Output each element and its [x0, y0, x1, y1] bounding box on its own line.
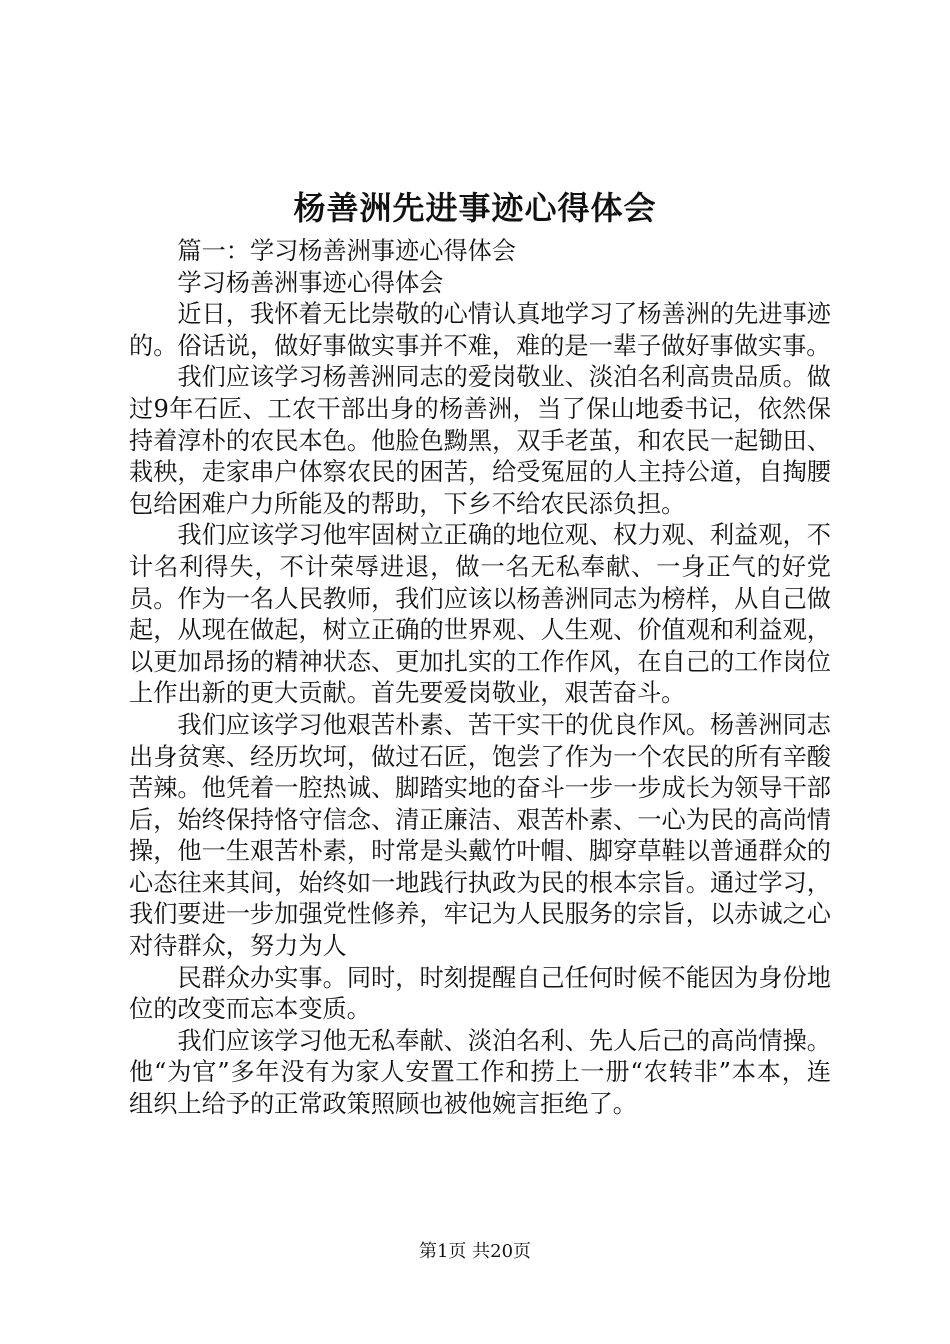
- paragraph: 民群众办实事。同时，时刻提醒自己任何时候不能因为身份地位的改变而忘本变质。: [129, 963, 831, 1024]
- paragraph: 我们应该学习他艰苦朴素、苦干实干的优良作风。杨善洲同志出身贫寒、经历坎坷，做过石匠，饱尝了作为一个农民的所有辛酸苦辣。他凭着一腔热诚、脚踏实地的奋斗一步一步成长为领导干部后，始终保持恪守信念、清正廉洁、艰苦朴素、一心为民的高尚情操，他一生艰苦朴素，时常是头戴竹叶帽、脚穿草鞋以普通群众的心态往来其间，始终如一地践行执政为民的根本宗旨。通过学习，我们要进一步加强党性修养，牢记为人民服务的宗旨，以赤诚之心对待群众，努力为人: [129, 710, 831, 961]
- paragraph: 近日，我怀着无比崇敬的心情认真地学习了杨善洲的先进事迹的。俗话说，做好事做实事并不难，难的是一辈子做好事做实事。: [129, 300, 831, 360]
- paragraph: 我们应该学习他牢固树立正确的地位观、权力观、利益观，不计名利得失，不计荣辱进退，做一名无私奉献、一身正气的好党员。作为一名人民教师，我们应该以杨善洲同志为榜样，从自己做起，从现在做起，树立正确的世界观、人生观、价值观和利益观，以更加昂扬的精神状态、更加扎实的工作作风，在自己的工作岗位上作出新的更大贡献。首先要爱岗敬业，艰苦奋斗。: [129, 521, 831, 708]
- paragraph: 学习杨善洲事迹心得体会: [177, 268, 444, 297]
- paragraph: 我们应该学习杨善洲同志的爱岗敬业、淡泊名利高贵品质。做过9年石匠、工农干部出身的杨善洲，当了保山地委书记，依然保持着淳朴的农民本色。他脸色黝黑，双手老茧，和农民一起锄田、栽秧，走家串户体察农民的困苦，给受冤屈的人主持公道，自掏腰包给困难户力所能及的帮助，下乡不给农民添负担。: [129, 363, 831, 518]
- document-body: [129, 236, 831, 1121]
- paragraph: 我们应该学习他无私奉献、淡泊名利、先人后己的高尚情操。他“为官”多年没有为家人安置工作和捞上一册“农转非”本本，连组织上给予的正常政策照顾也被他婉言拒绝了。: [129, 1026, 831, 1119]
- page-footer: 第1页 共20页: [418, 1241, 532, 1262]
- paragraph: 篇一：学习杨善洲事迹心得体会: [177, 237, 517, 265]
- document-title: 杨善洲先进事迹心得体会: [293, 189, 657, 227]
